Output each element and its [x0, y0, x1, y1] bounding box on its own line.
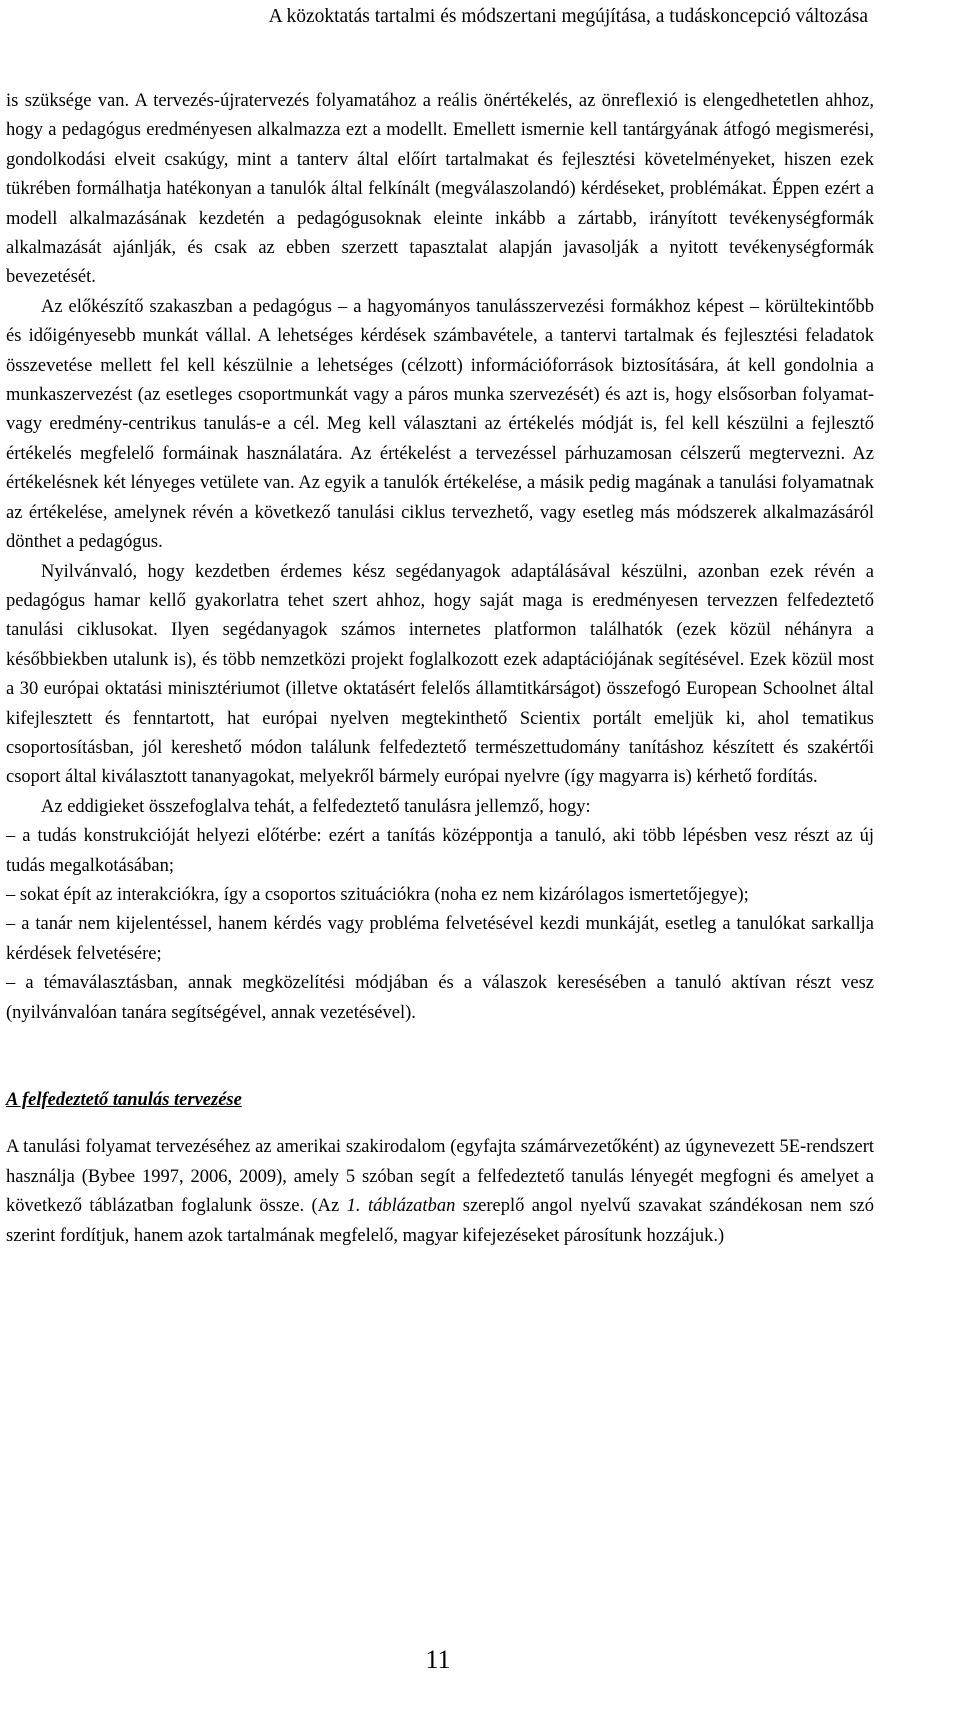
paragraph-preparation-phase: Az előkészítő szakaszban a pedagógus – a hagyományos tanulásszervezési formákhoz képest – körültekintőbb és időigényesebb munkát vállal. A lehetséges kérdések számbavétele, a tantervi tartalmak és fejlesztési feladatok összevetése mellett fel kell készülnie a lehetséges (célzott) információforrások biztosítására, át kell gondolnia a munkaszervezést (az esetleges csoportmunkát vagy a páros munka szervezését) és azt is, hogy elsősorban folyamat- vagy eredmény-centrikus tanulás-e a cél. Meg kell választani az értékelés módját is, fel kell készülni a fejlesztő értékelés megfelelő formáinak használatára. Az értékelést a tervezéssel párhuzamosan célszerű megtervezni. Az értékelésnek két lényeges vetülete van. Az egyik a tanulók értékelése, a másik pedig magának a tanulási folyamatnak az értékelése, amelynek révén a következő tanulási ciklus tervezhető, vagy esetleg más módszerek alkalmazásáról dönthet a pedagógus. [6, 296, 874, 553]
page-number: 11 [425, 1645, 451, 1674]
section-title: A felfedeztető tanulás tervezése [6, 1090, 242, 1110]
paragraph-text: szereplő angol nyelvű szavakat szándékosan nem szó szerint fordítjuk, hanem azok tartalmának megfelelő, magyar kifejezéseket párosítunk hozzájuk.) [6, 1196, 874, 1246]
summary-intro: Az eddigieket összefoglalva tehát, a felfedeztető tanulásra jellemző, hogy: [41, 796, 591, 817]
paragraph-continuation: is szüksége van. A tervezés-újratervezés folyamatához a reális önértékelés, az önreflexió is elengedhetetlen ahhoz, hogy a pedagógus eredményesen alkalmazza ezt a modellt. Emellett ismernie kell tantárgyának átfogó megismerési, gondolkodási elveit csakúgy, mint a tanterv által előírt tartalmakat és fejlesztési követelményeket, hiszen ezek tükrében formálhatja hatékonyan a tanulók által felkínált (megválaszolandó) kérdéseket, problémákat. Éppen ezért a modell alkalmazásának kezdetén a pedagógusoknak eleinte inkább a zártabb, irányított tevékenységformák alkalmazását ajánlják, és csak az ebben szerzett tapasztalat alapján javasolják a nyitott tevékenységformák bevezetését. [6, 91, 874, 288]
list-item: – sokat épít az interakciókra, így a csoportos szituációkra (noha ez nem kizárólagos ismertetőjegye); [6, 884, 749, 905]
paragraph-teaching-materials: Nyilvánvaló, hogy kezdetben érdemes kész segédanyagok adaptálásával készülni, azonban ezek révén a pedagógus hamar kellő gyakorlatra tehet szert ahhoz, hogy saját maga is eredményesen tervezzen felfedeztető tanulási ciklusokat. Ilyen segédanyagok számos internetes platformon találhatók (ezek közül néhányra a későbbiekben utalunk is), és több nemzetközi projekt foglalkozott ezek adaptációjának segítésével. Ezek közül most a 30 európai oktatási minisztériumot (illetve oktatásért felelős államtitkárságot) összefogó European Schoolnet által kifejlesztett és fenntartott, hat európai nyelven megtekinthető Scientix portált emeljük ki, ahol tematikus csoportosításban, jól kereshető módon találunk felfedeztető természettudomány tanításhoz készített és szakértői csoport által kiválasztott tananyagokat, melyekről bármely európai nyelvre (így magyarra is) kérhető fordítás. [6, 561, 874, 788]
table-reference: 1. táblázatban [346, 1196, 456, 1217]
running-header: A közoktatás tartalmi és módszertani megújítása, a tudáskoncepció változása [268, 6, 868, 27]
list-item: – a tudás konstrukcióját helyezi előtérbe: ezért a tanítás középpontja a tanuló, aki több lépésben vesz részt az új tudás megalkotásában; [6, 826, 874, 876]
paragraph-5e-system [6, 1133, 874, 1251]
paragraph-text: A tanulási folyamat tervezéséhez az amerikai szakirodalom (egyfajta számárvezetőként) az úgynevezett 5E-rendszert használja (Bybee 1997, 2006, 2009), amely 5 szóban segít a felfedeztető tanulás lényegét megfogni és amelyet a következő táblázatban foglalunk össze. (Az [6, 1137, 874, 1217]
list-item: – a témaválasztásban, annak megközelítési módjában és a válaszok keresésében a tanuló aktívan részt vesz (nyilvánvalóan tanára segítségével, annak vezetésével). [6, 973, 874, 1023]
page-body [6, 87, 874, 1251]
list-item: – a tanár nem kijelentéssel, hanem kérdés vagy probléma felvetésével kezdi munkáját, esetleg a tanulókat sarkallja kérdések felvetésére; [6, 914, 874, 964]
